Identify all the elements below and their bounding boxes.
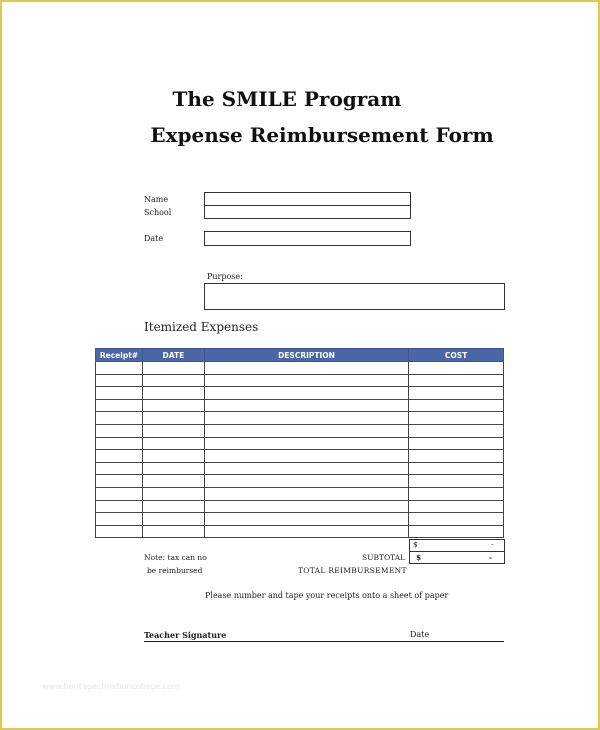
table-cell[interactable] (409, 424, 504, 437)
date-field[interactable] (204, 231, 411, 246)
table-row (96, 399, 504, 412)
table-cell[interactable] (96, 487, 143, 500)
table-cell[interactable] (204, 437, 408, 450)
table-row (96, 500, 504, 513)
table-cell[interactable] (142, 500, 204, 513)
name-field[interactable] (204, 192, 411, 206)
table-row (96, 412, 504, 425)
table-cell[interactable] (409, 374, 504, 387)
table-cell[interactable] (409, 500, 504, 513)
header-cost: COST (409, 349, 504, 362)
tax-note-line1: Note: tax can no (144, 553, 207, 562)
signature-line[interactable] (144, 641, 504, 642)
table-cell[interactable] (142, 387, 204, 400)
table-cell[interactable] (409, 462, 504, 475)
table-cell[interactable] (409, 475, 504, 488)
page-title: The SMILE Program (172, 87, 402, 111)
table-cell[interactable] (409, 362, 504, 375)
table-cell[interactable] (204, 513, 408, 526)
table-cell[interactable] (204, 412, 408, 425)
form-subtitle: Expense Reimbursement Form (150, 123, 494, 147)
table-cell[interactable] (409, 399, 504, 412)
table-cell[interactable] (96, 362, 143, 375)
receipt-instruction: Please number and tape your receipts onto a sheet of paper (205, 591, 449, 600)
school-label: School (144, 208, 172, 217)
table-cell[interactable] (204, 475, 408, 488)
date-label: Date (144, 234, 164, 243)
table-cell[interactable] (96, 525, 143, 538)
table-row (96, 362, 504, 375)
header-description: DESCRIPTION (204, 349, 408, 362)
table-cell[interactable] (204, 487, 408, 500)
cost-dash: - (491, 540, 494, 549)
school-field[interactable] (204, 205, 411, 219)
table-cell[interactable] (142, 412, 204, 425)
table-cell[interactable] (204, 450, 408, 463)
table-cell[interactable] (409, 412, 504, 425)
table-cell[interactable] (142, 437, 204, 450)
table-cell[interactable] (96, 513, 143, 526)
table-cell[interactable] (204, 399, 408, 412)
purpose-label: Purpose: (207, 272, 243, 281)
itemized-expenses-heading: Itemized Expenses (144, 320, 259, 334)
currency-symbol: $ (413, 540, 418, 549)
table-cell[interactable] (142, 362, 204, 375)
table-cell[interactable] (409, 450, 504, 463)
table-cell[interactable] (96, 450, 143, 463)
table-cell[interactable] (96, 412, 143, 425)
table-cell[interactable] (142, 513, 204, 526)
table-cell[interactable] (204, 374, 408, 387)
table-cell[interactable] (96, 387, 143, 400)
table-row (96, 475, 504, 488)
table-row (96, 525, 504, 538)
table-row (96, 387, 504, 400)
table-cell[interactable] (204, 387, 408, 400)
table-cell[interactable] (409, 387, 504, 400)
name-label: Name (144, 195, 169, 204)
table-cell[interactable] (204, 525, 408, 538)
subtotal-dash: - (489, 553, 493, 562)
table-cell[interactable] (409, 437, 504, 450)
table-cell[interactable] (142, 450, 204, 463)
table-cell[interactable] (409, 487, 504, 500)
table-cell[interactable] (142, 462, 204, 475)
table-cell[interactable] (204, 424, 408, 437)
table-cell[interactable] (96, 462, 143, 475)
table-cell[interactable] (96, 374, 143, 387)
table-row (96, 424, 504, 437)
table-cell[interactable] (204, 462, 408, 475)
subtotal-label: SUBTOTAL (362, 553, 406, 562)
table-row (96, 450, 504, 463)
table-cell[interactable] (142, 374, 204, 387)
header-date: DATE (142, 349, 204, 362)
table-header-row (96, 349, 504, 362)
table-row (96, 487, 504, 500)
signature-date-label: Date (410, 630, 430, 639)
table-cell[interactable] (409, 513, 504, 526)
expenses-table (95, 348, 504, 538)
table-cell[interactable] (204, 500, 408, 513)
table-cell[interactable] (142, 475, 204, 488)
total-reimbursement-label: TOTAL REIMBURSEMENT (298, 566, 407, 575)
table-cell[interactable] (96, 475, 143, 488)
table-cell[interactable] (204, 362, 408, 375)
table-cell[interactable] (96, 437, 143, 450)
table-cell[interactable] (142, 487, 204, 500)
subtotal-currency: $ (416, 553, 422, 562)
purpose-field[interactable] (204, 283, 505, 310)
table-cell[interactable] (96, 399, 143, 412)
tax-note-line2: be reimbursed (147, 566, 203, 575)
table-row (96, 513, 504, 526)
table-cell[interactable] (142, 424, 204, 437)
table-cell[interactable] (142, 525, 204, 538)
table-row (96, 462, 504, 475)
teacher-signature-label: Teacher Signature (144, 630, 227, 640)
watermark-text: www.heritagechristiancollege.com (42, 682, 180, 691)
table-cell[interactable] (409, 525, 504, 538)
table-row (96, 437, 504, 450)
table-cell[interactable] (96, 424, 143, 437)
table-cell[interactable] (142, 399, 204, 412)
header-receipt: Receipt# (96, 349, 143, 362)
table-row (96, 374, 504, 387)
table-cell[interactable] (96, 500, 143, 513)
